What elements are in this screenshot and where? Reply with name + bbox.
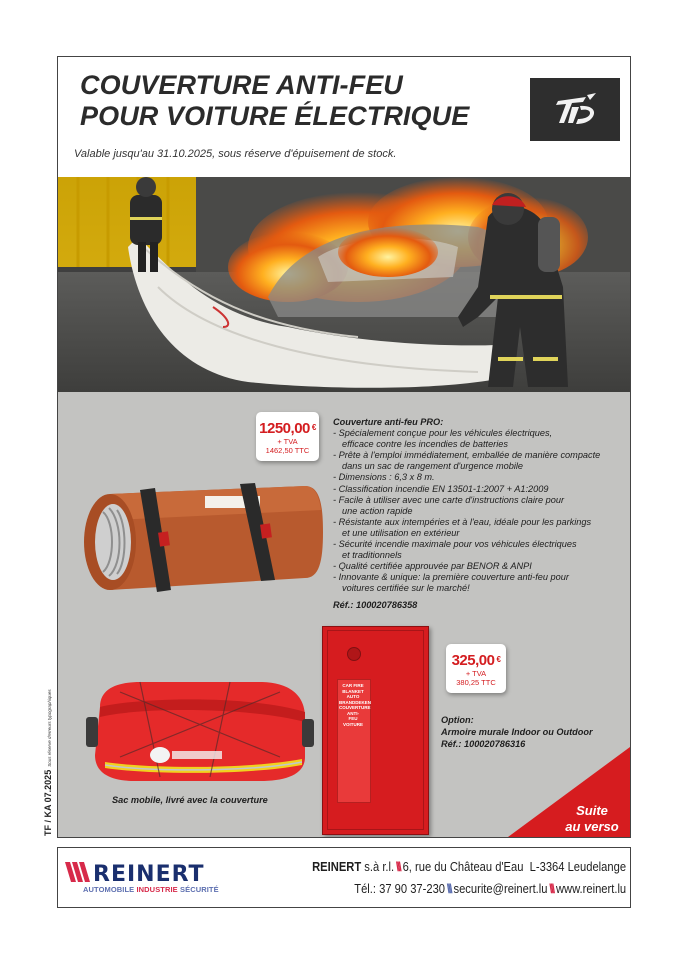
website-link[interactable]: www.reinert.lu [555,881,626,896]
wall-cabinet-image [322,626,429,835]
price-tag-blanket: 1250,00 € + TVA 1462,50 TTC [256,412,319,461]
price-tag-cabinet: 325,00 € + TVA 380,25 TTC [446,644,506,693]
fire-blanket-roll-image [75,472,325,602]
brand-logo [530,78,620,141]
bag-caption: Sac mobile, livré avec la couverture [112,795,268,805]
footer-address: REINERT s.à r.l. \\\ 6, rue du Château d'Eau L-3364 Leudelange [312,859,626,874]
brand-tagline: AUTOMOBILE INDUSTRIE SÉCURITÉ [83,885,219,894]
feature-item: - Prête à l'emploi immédiatement, emballée de manière compacte dans un sac de rangement d'urgence mobile [333,450,601,472]
feature-item: - Facile à utiliser avec une carte d'instructions claire pour une action rapide [333,494,565,516]
email-link[interactable]: securite@reinert.lu [453,881,548,896]
feature-item: - Dimensions : 6,3 x 8 m. [333,472,435,483]
validity-note: Valable jusqu'au 31.10.2025, sous réserve d'épuisement de stock. [74,148,397,160]
feature-list [333,428,633,594]
firefighters-car-fire-photo [58,177,630,392]
tfd-logo-icon [550,91,600,129]
feature-item: - Innovante & unique: la première couverture anti-feu pour voitures certifiée sur le marché! [333,572,569,594]
product-ref: Réf.: 100020786358 [333,599,418,610]
product-description: Couverture anti-feu PRO: - Spécialement conçue pour les véhicules électriques, efficace contre les incendies de batteries - Prête à l'emploi immédiatement, emballée de manière compacte dans un sac de rangement d'urgence mobile - Dimensions : 6,3 x 8 m. - Classification incendie EN 13501-1:2007 + A1:2009 - Facile à utiliser avec une carte d'instructions claire pour une action rapide - Résistante aux intempéries et à l'eau, idéale pour les parkings et une utilisation en extérieur - Sécurité incendie maximale pour vos véhicules électriques et traditionnels - Qualité certifiée approuvée par BENOR & ANPI - Innovante & unique: la première couverture anti-feu pour voitures certifiée sur le marché! Réf.: 100020786358 [333,417,633,611]
feature-item: - Qualité certifiée approuvée par BENOR & ANPI [333,561,532,572]
phone: Tél.: 37 90 37-230 [354,881,445,896]
footer-contact: Tél.: 37 90 37-230 \\\ securite@reinert.lu \\\ www.reinert.lu [354,881,626,896]
reinert-logo [65,860,225,884]
feature-item: - Classification incendie EN 13501-1:2007 + A1:2009 [333,483,549,494]
feature-item: - Résistante aux intempéries et à l'eau, idéale pour les parkings et une utilisation en extérieur [333,516,592,538]
brand-wordmark: REINERT [93,862,205,884]
continued-overleaf: Suite au verso [565,803,619,834]
hero-photo [58,177,630,392]
side-code: TF / KA 07.2025Sous réserve d'erreurs typographiques [43,689,53,836]
option-block: Option: Armoire murale Indoor ou Outdoor Réf.: 100020786316 [441,715,593,749]
feature-item: - Spécialement conçue pour les véhicules électriques, efficace contre les incendies de batteries [333,428,553,450]
feature-item: - Sécurité incendie maximale pour vos véhicules électriques et traditionnels [333,539,577,561]
cabinet-label: CAR FIRE BLANKET AUTO BRANDDEKEN COUVERTURE ANTI- FEU VOITURE [339,683,372,727]
page-title: COUVERTURE ANTI-FEU POUR VOITURE ÉLECTRIQUE [80,70,470,131]
rescue-bag-image [80,677,320,787]
